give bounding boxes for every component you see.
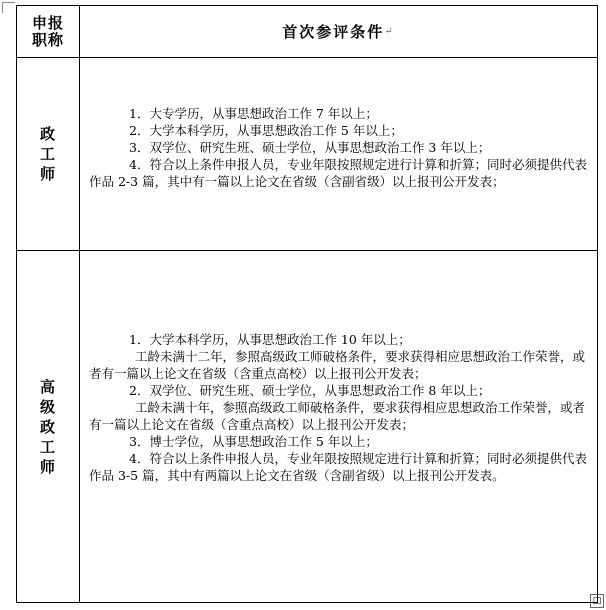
column-divider <box>79 6 80 602</box>
header-title-col2: 首次参评条件 ↵ <box>282 23 395 41</box>
return-mark-icon: ↵ <box>384 26 395 37</box>
table-resize-handle-icon[interactable]: □ <box>590 594 604 608</box>
criteria-line: 4．符合以上条件申报人员，专业年限按照规定进行计算和折算；同时必须提供代表作品 2-3 篇，其中有一篇以上论文在省级（含副省级）以上报刊公开发表； <box>89 157 587 189</box>
criteria-list-gaoji-zhenggongshi <box>89 331 589 484</box>
criteria-line: 3．博士学位，从事思想政治工作 5 年以上； <box>129 434 378 449</box>
criteria-line: 工龄未满十二年，参照高级政工师破格条件，要求获得相应思想政治工作荣誉，或者有一篇以上论文在省级（含重点高校）以上报刊公开发表； <box>89 349 586 381</box>
criteria-line: 2．大学本科学历，从事思想政治工作 5 年以上； <box>129 123 403 138</box>
criteria-line: 4．符合以上条件申报人员，专业年限按照规定进行计算和折算；同时必须提供代表作品 3-5 篇，其中有两篇以上论文在省级（含副省级）以上报刊公开发表。 <box>89 451 587 483</box>
criteria-line: 2．双学位、研究生班、硕士学位，从事思想政治工作 8 年以上； <box>129 383 491 398</box>
row-divider <box>17 57 597 58</box>
criteria-line: 1．大专学历，从事思想政治工作 7 年以上； <box>129 106 378 121</box>
criteria-line: 3．双学位、研究生班、硕士学位，从事思想政治工作 3 年以上； <box>129 140 491 155</box>
header-title-col1: 申报职称 <box>31 13 64 49</box>
category-title-gaoji-zhenggongshi: 高级政工师 <box>39 378 56 476</box>
criteria-table <box>16 5 598 603</box>
category-title-zhenggongshi: 政工师 <box>39 124 56 183</box>
criteria-line: 1．大学本科学历，从事思想政治工作 10 年以上； <box>129 332 411 347</box>
criteria-line: 工龄未满十年，参照高级政工师破格条件，要求获得相应思想政治工作荣誉，或者有一篇以上论文在省级（含重点高校）以上报刊公开发表； <box>89 400 586 432</box>
criteria-list-zhenggongshi <box>89 105 589 190</box>
page-corner-mark <box>2 2 15 13</box>
row-divider <box>17 250 597 251</box>
